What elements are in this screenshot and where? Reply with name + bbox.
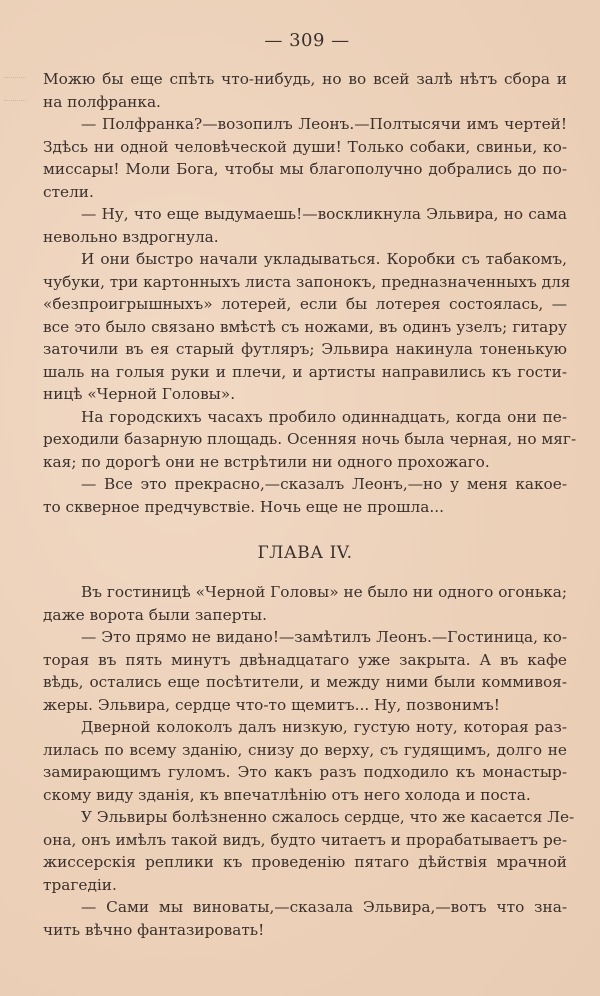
paragraph: [43, 626, 567, 716]
text-line: вѣдь, остались еще посѣтители, и между ними были коммивоя-: [43, 673, 567, 691]
text-line: трагедіи.: [43, 875, 117, 894]
text-line: «безпроигрышныхъ» лотерей, если бы лотерея состоялась, —: [43, 295, 567, 313]
text-line: даже ворота были заперты.: [43, 605, 267, 624]
margin-mark: [4, 77, 26, 80]
text-line: Здѣсь ни одной человѣческой души! Только собаки, свиньи, ко-: [43, 137, 567, 156]
text-line: лилась по всему зданію, снизу до верху, съ гудящимъ, долго не: [43, 740, 567, 759]
text-line: Можю бы еще спѣть что-нибудь, но во всей залѣ нѣтъ сбора и: [43, 70, 567, 88]
text-section-chapter-iv: [43, 581, 575, 941]
text-line: — Полфранка?—возопилъ Леонъ.—Полтысячи имъ чертей!: [81, 115, 567, 133]
text-line: миссары! Моли Бога, чтобы мы благополучно добрались до по-: [43, 160, 567, 178]
text-line: замирающимъ гуломъ. Это какъ разъ подходило къ монастыр-: [43, 763, 567, 781]
paragraph: [43, 68, 567, 113]
text-line: жиссерскія реплики къ проведенію пятаго дѣйствія мрачной: [43, 853, 567, 871]
text-line: то скверное предчувствіе. Ночь еще не прошла...: [43, 497, 444, 516]
paragraph: [43, 203, 567, 248]
paragraph: [43, 248, 571, 406]
text-line: заточили въ ея старый футляръ; Эльвира накинула тоненькую: [43, 340, 567, 358]
book-page: [43, 30, 577, 941]
text-line: — Это прямо не видано!—замѣтилъ Леонъ.—Гостиница, ко-: [81, 628, 567, 646]
text-line: жеры. Эльвира, сердце что-то щемитъ... Ну, позвонимъ!: [43, 695, 500, 714]
paragraph: [43, 896, 567, 941]
paragraph: [43, 406, 577, 474]
paragraph: [43, 716, 567, 806]
text-line: — Сами мы виноваты,—сказала Эльвира,—вотъ что зна-: [81, 898, 567, 916]
text-line: она, онъ имѣлъ такой видъ, будто читаетъ и прорабатываетъ ре-: [43, 830, 567, 849]
text-line: кая; по дорогѣ они не встрѣтили ни одного прохожаго.: [43, 452, 490, 471]
paragraph: [43, 581, 567, 626]
paragraph: [43, 113, 567, 203]
text-section-before-chapter: [43, 68, 577, 518]
text-line: На городскихъ часахъ пробило одиннадцать, когда они пе-: [81, 407, 567, 426]
text-line: Дверной колоколъ далъ низкую, густую ноту, которая раз-: [81, 718, 567, 736]
text-line: скому виду зданія, къ впечатлѣнію отъ него холода и поста.: [43, 785, 531, 804]
text-line: У Эльвиры болѣзненно сжалось сердце, что же касается Ле-: [81, 808, 575, 826]
text-line: — Все это прекрасно,—сказалъ Леонъ,—но у меня какое-: [81, 475, 567, 493]
text-line: Въ гостиницѣ «Черной Головы» не было ни одного огонька;: [81, 583, 567, 601]
text-line: стели.: [43, 182, 94, 201]
text-line: чубуки, три картонныхъ листа запонокъ, предназначенныхъ для: [43, 272, 571, 291]
page-number: — 309 —: [264, 30, 350, 51]
text-line: шаль на голыя руки и плечи, и артисты направились къ гости-: [43, 362, 567, 381]
text-line: торая въ пять минутъ двѣнадцатаго уже закрыта. А въ кафе: [43, 650, 567, 669]
text-line: чить вѣчно фантазировать!: [43, 920, 265, 939]
text-line: невольно вздрогнула.: [43, 227, 219, 246]
paragraph: [43, 473, 567, 518]
text-line: — Ну, что еще выдумаешь!—воскликнула Эльвира, но сама: [81, 205, 567, 223]
text-line: И они быстро начали укладываться. Коробки съ табакомъ,: [81, 250, 567, 268]
margin-mark: [4, 100, 26, 103]
text-line: реходили базарную площадь. Осенняя ночь была черная, но мяг-: [43, 430, 577, 448]
paragraph: [43, 806, 575, 896]
text-line: все это было связано вмѣстѣ съ ножами, въ одинъ узелъ; гитару: [43, 317, 567, 336]
text-line: ницѣ «Черной Головы».: [43, 385, 236, 403]
chapter-title: ГЛАВА IV.: [257, 543, 353, 563]
text-line: на полфранка.: [43, 92, 161, 111]
